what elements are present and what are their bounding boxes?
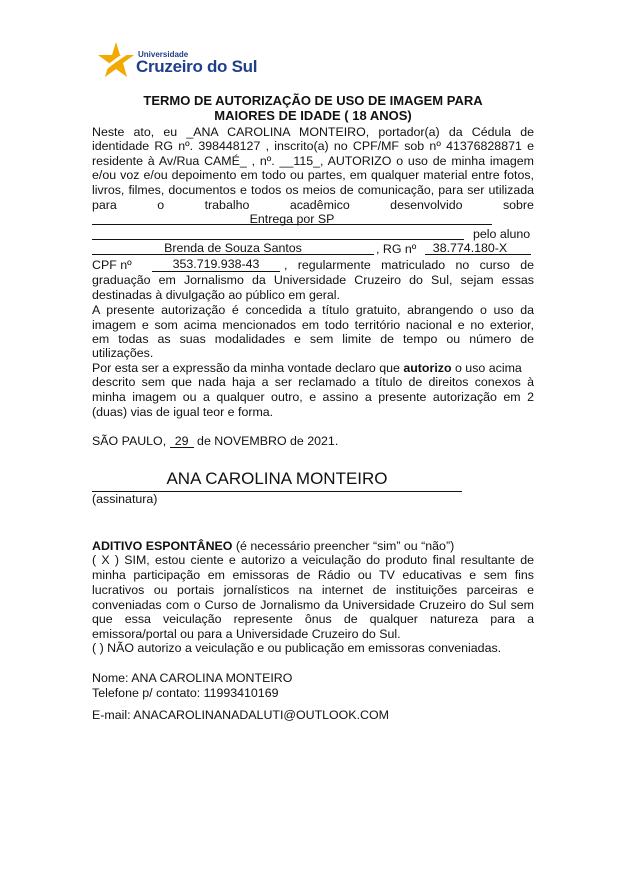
word: trabalho <box>204 198 250 212</box>
student-cpf-underline <box>152 271 280 272</box>
text: o uso acima <box>451 361 522 375</box>
body-line: minha imagem ou a qualquer outro, e assino a presente autorização em 2 <box>92 390 534 404</box>
word: o <box>157 198 165 212</box>
aditivo-heading-line <box>92 539 534 553</box>
logo-small-text: Universidade <box>138 50 189 59</box>
contact-name: Nome: ANA CAROLINA MONTEIRO <box>92 671 293 685</box>
body-line: e/ou voz e/ou depoimento em todo ou partes, em qualquer material entre fotos, <box>92 168 534 182</box>
aditivo-nao-line: ( ) NÃO autorizo a veiculação e ou publicação em emissoras conveniadas. <box>92 641 502 655</box>
university-logo <box>98 40 268 82</box>
body-line: , regularmente matriculado no curso de <box>284 258 534 272</box>
body-line: utilizações. <box>92 346 154 360</box>
aditivo-line: ( X ) SIM, estou ciente e autorizo a veiculação do produto final resultante de <box>92 553 534 567</box>
body-line: destinadas à divulgação ao público em geral. <box>92 288 340 302</box>
body-line: livros, filmes, documentos e todos os meios de comunicação, para ser utilizada <box>92 183 534 197</box>
cpf-label: CPF nº <box>92 258 132 272</box>
body-line: imagem e som acima mencionados em todo território nacional e no exterior, <box>92 318 534 332</box>
student-name: Brenda de Souza Santos <box>164 241 302 255</box>
contact-email: E-mail: ANACAROLINANADALUTI@OUTLOOK.COM <box>92 708 389 722</box>
date-line <box>92 434 534 448</box>
aditivo-line: emissora/portal ou para a Universidade Cruzeiro do Sul. <box>92 627 401 641</box>
student-cpf: 353.719.938-43 <box>172 257 260 271</box>
aditivo-line: lucrativos ou portais jornalísticos na internet de instituições parceiras e <box>92 583 534 597</box>
signature-name: ANA CAROLINA MONTEIRO <box>166 469 388 488</box>
word: desenvolvido <box>390 198 463 212</box>
body-line: graduação em Jornalismo da Universidade Cruzeiro do Sul, sejam essas <box>92 273 534 287</box>
aditivo-line: conveniadas com o Curso de Jornalismo da Universidade Cruzeiro do Sul sem <box>92 598 534 612</box>
body-line: em todas as suas modalidades e sem limite de tempo ou número de <box>92 332 534 346</box>
aditivo-line: minha participação em emissoras de Rádio ou TV educativas e sem fins <box>92 568 534 582</box>
date-month-year: NOVEMBRO de 2021. <box>214 434 339 448</box>
document-title-line1: TERMO DE AUTORIZAÇÃO DE USO DE IMAGEM PARA <box>143 93 483 108</box>
student-rg: 38.774.180-X <box>432 241 508 255</box>
body-line: descrito sem que nada haja a ser reclamado a título de direitos conexos à <box>92 375 534 389</box>
pelo-aluno-text: pelo aluno <box>473 227 531 241</box>
body-line-autorizo <box>92 361 534 375</box>
word: sobre <box>502 198 534 212</box>
autorizo-bold: autorizo <box>403 361 452 375</box>
body-line: Neste ato, eu _ANA CAROLINA MONTEIRO, portador(a) da Cédula de <box>92 125 534 139</box>
aditivo-note: (é necessário preencher “sim” ou “não”) <box>232 539 455 553</box>
blank-underline <box>92 239 464 240</box>
aditivo-line: que essa veiculação represente ônus de qualquer natureza para a <box>92 612 534 626</box>
text: Por esta ser a expressão da minha vontade declaro que <box>92 361 404 375</box>
topic-value: Entrega por SP <box>249 212 335 226</box>
date-day: 29 <box>170 435 194 448</box>
signature-label: (assinatura) <box>92 492 158 506</box>
star-icon <box>98 40 138 82</box>
body-line: identidade RG nº. 398448127 , inscrito(a) no CPF/MF sob nº 41376828871 e <box>92 139 534 153</box>
date-de: de <box>197 434 211 448</box>
date-city: SÃO PAULO, <box>92 434 167 448</box>
aditivo-heading: ADITIVO ESPONTÂNEO <box>92 539 233 553</box>
word: acadêmico <box>289 198 350 212</box>
rg-label: , RG nº <box>376 242 417 256</box>
body-line: A presente autorização é concedida a título gratuito, abrangendo o uso da <box>92 303 534 317</box>
document-title-line2: MAIORES DE IDADE ( 18 ANOS) <box>214 108 412 123</box>
body-line: (duas) vias de igual teor e forma. <box>92 405 274 419</box>
logo-big-text: Cruzeiro do Sul <box>136 57 258 76</box>
body-line: residente à Av/Rua CAMÉ_ , nº. __115_, AUTORIZO o uso de minha imagem <box>92 154 534 168</box>
contact-phone: Telefone p/ contato: 11993410169 <box>92 686 279 700</box>
body-line-words <box>92 198 534 212</box>
word: para <box>92 198 117 212</box>
